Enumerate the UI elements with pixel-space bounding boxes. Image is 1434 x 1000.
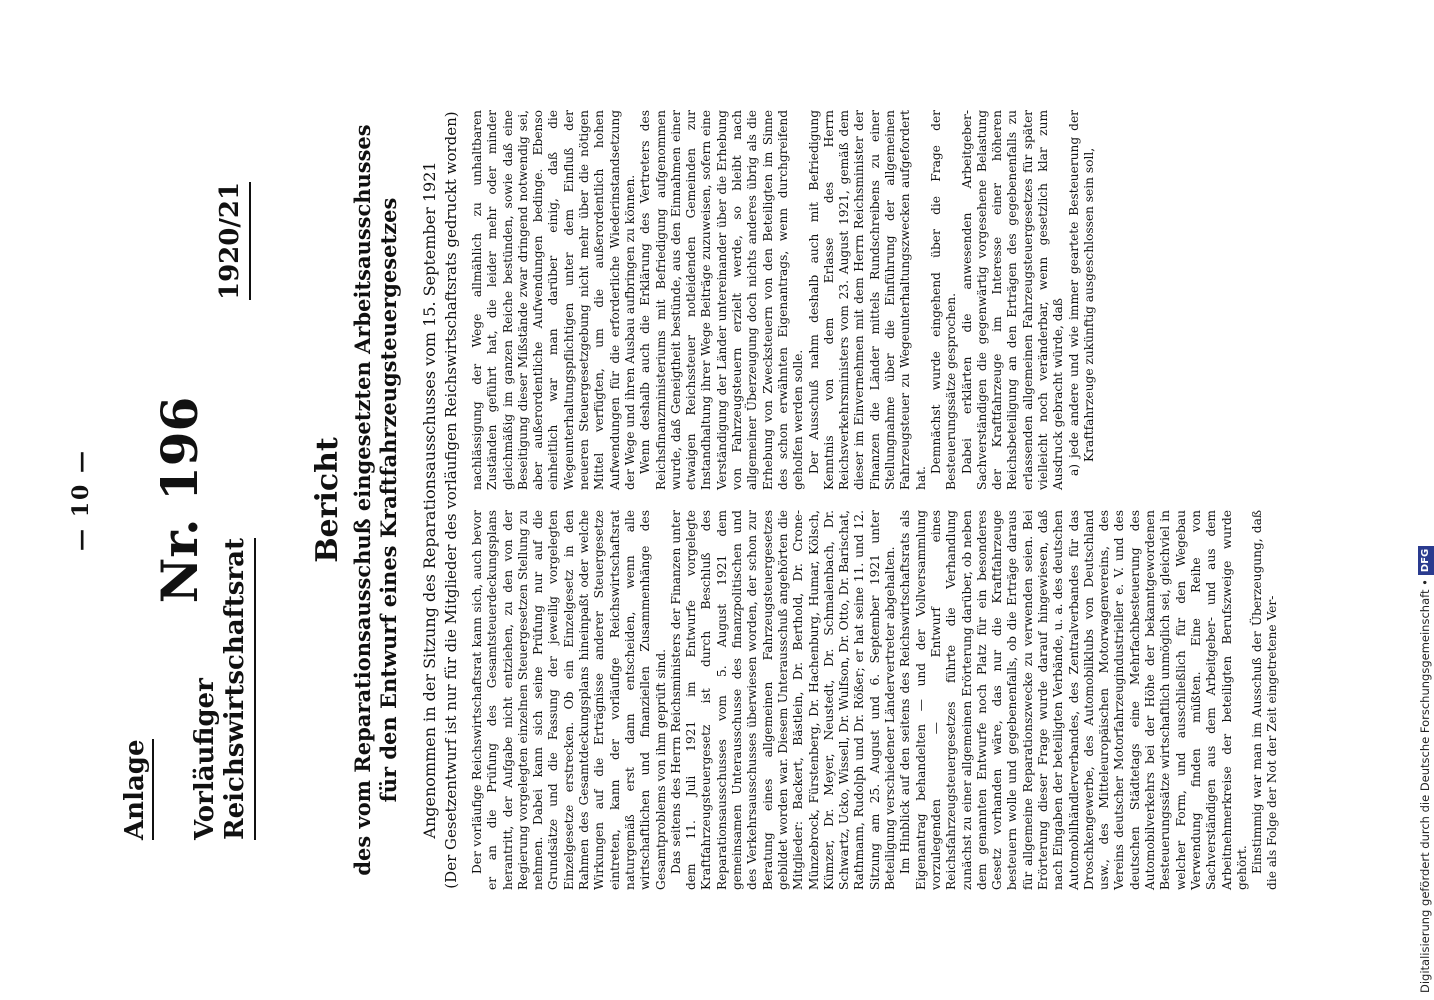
paragraph: Das seitens des Herrn Reichsministers der Finanzen unter dem 11. Juli 1921 im Entwurfe vorgelegte Kraftfahrzeugsteuergesetz ist durch Beschluß des Reparationsausschusses vom 5. August 1921 dem gemeinsamen Unterausschusse des finanzpolitischen und des Verkehrsausschusses überwiesen worden, der schon zur Beratung eines allgemeinen Fahrzeugsteuergesetzes gebildet worden war. Diesem Unterausschuß angehörten die Mitglieder: Backert, Bästlein, Dr. Berthold, Dr. Crone-Münzebrock, Fürstenberg, Dr. Hachenburg, Humar, Kölsch, Kümzer, Dr. Meyer, Neustedt, Dr. Schmalenbach, Dr. Schwartz, Ucko, Wissell, Dr. Wulfson, Dr. Otto, Dr. Barischat, Rathmann, Rudolph und Dr. Rößer; er hat seine 11. und 12. Sitzung am 25. August und 6. September 1921 unter Beteiligung verschiedener Ländervertreter abgehalten. (668, 510, 898, 890)
council-line-1: Vorläufiger (190, 678, 220, 840)
paragraph: nachlässigung der Wege allmählich zu unhaltbaren Zuständen geführt hat, die leider mehr oder minder gleichmäßig im ganzen Reiche bestünden, sowie daß eine Beseitigung dieser Mißstände zwar dringend notwendig sei, aber außerordentliche Aufwendungen bedinge. Ebenso einheitlich war man darüber einig, daß die Wegeunterhaltungspflichtigen unter dem Einfluß der neueren Steuergesetzgebung nicht mehr über die nötigen Mittel verfügten, um die außerordentlich hohen Aufwendungen für die erforderliche Wiederinstandsetzung der Wege und ihren Ausbau aufbringen zu können. (470, 110, 637, 490)
paragraph: Der Ausschuß nahm deshalb auch mit Befriedigung Kenntnis von dem Erlasse des Herrn Reichsverkehrsministers vom 23. August 1921, gemäß dem dieser im Einvernehmen mit dem Herrn Reichsminister der Finanzen die Länder mittels Rundschreibens zu einer Stellungnahme über die Einführung der allgemeinen Fahrzeugsteuer zu Wegeunterhaltungszwecken aufgefordert hat. (806, 110, 928, 490)
paragraph: Der vorläufige Reichswirtschaftsrat kann sich, auch bevor er an die Prüfung des Gesamtsteuerdeckungsplans herantritt, der Aufgabe nicht entziehen, zu den von der Regierung vorgelegten einzelnen Steuergesetzen Stellung zu nehmen. Dabei kann sich seine Prüfung nur auf die Grundsätze und die Fassung der jeweilig vorgelegten Einzelgesetze erstrecken. Ob ein Einzelgesetz in den Rahmen des Gesamtdeckungsplans hineinpaßt oder welche Wirkungen auf die Erträgnisse anderer Steuergesetze eintreten, kann der vorläufige Reichswirtschaftsrat naturgemäß erst dann entscheiden, wenn alle wirtschaftlichen und finanziellen Zusammenhänge des Gesamtproblems von ihm geprüft sind. (470, 510, 668, 890)
list-item: a) jede andere und wie immer geartete Besteuerung der Kraftfahrzeuge zukünftig ausgeschlossen sein soll, (1066, 110, 1096, 476)
council-line-2: Reichswirtschaftsrat (220, 538, 250, 840)
scanned-page (0, 20, 1400, 980)
paragraph: Im Hinblick auf den seitens des Reichswirtschaftsrats als Eigenantrag behandelten — und der Vollversammlung vorzulegenden — Entwurf eines Reichsfahrzeugsteuergesetzes führte die Verhandlung zunächst zu einer allgemeinen Erörterung darüber, ob neben dem genannten Entwurfe noch Platz für ein besonderes Gesetz vorhanden wäre, das nur die Kraftfahrzeuge besteuern wolle und gegebenenfalls, ob die Erträge daraus für allgemeine Reparationszwecke zu verwenden seien. Bei Erörterung dieser Frage wurde darauf hingewiesen, daß nach Eingaben der beteiligten Verbände, u. a. des deutschen Automobilhändlerverbandes, des Zentralverbandes für das Droschkengewerbe, des Automobilklubs von Deutschland usw., des Mitteleuropäischen Motorwagenvereins, des Vereins deutscher Motorfahrzeugindustrieller e. V. und des deutschen Städtetags eine Mehrfachbesteuerung des Automobilverkehrs bei der Höhe der bekanntgewordenen Besteuerungssätze wirtschaftlich unmöglich sei, gleichviel in welcher Form, und ausschließlich für den Wegebau Verwendung finden müßten. Eine Reihe von Sachverständigen aus dem Arbeitgeber- und aus dem Arbeitnehmerkreise der beteiligten Berufszweige wurde gehört. (898, 510, 1249, 890)
page-number: — 10 — (68, 449, 94, 551)
text-column-left (470, 510, 1281, 890)
adoption-note: Angenommen in der Sitzung des Reparationsausschusses vom 15. September 1921 (420, 161, 439, 839)
session-year: 1920/21 (215, 182, 251, 300)
dfg-logo: DFG (1418, 546, 1434, 575)
funding-sidebar (1414, 8, 1434, 993)
anlage-label: Anlage (120, 739, 154, 840)
report-heading: Bericht (310, 437, 345, 563)
paragraph: Einstimmig war man im Ausschuß der Überzeugung, daß die als Folge der Not der Zeit eingetretene Ver- (1250, 510, 1280, 890)
paragraph: Wenn deshalb auch die Erklärung des Vertreters des Reichsfinanzministeriums mit Befriedigung aufgenommen wurde, daß Geneigtheit bestünde, aus den Einnahmen einer etwaigen Reichssteuer notleidenden Gemeinden zur Instandhaltung ihrer Wege Beiträge zuzuweisen, sofern eine Verständigung der Länder untereinander über die Erhebung von Fahrzeugsteuern erzielt werde, so bleibt nach allgemeiner Überzeugung doch nichts anderes übrig als die Erhebung von Zwecksteuern von den Beteiligten im Sinne des schon erwähnten Eigenantrags, wenn durchgreifend geholfen werden solle. (638, 110, 806, 490)
paragraph: Demnächst wurde eingehend über die Frage der Besteuerungssätze gesprochen. (928, 110, 959, 490)
council-name (190, 538, 256, 840)
report-title: des vom Reparationsausschuß eingesetzten Arbeitsausschusses für den Entwurf eines Kraftfahrzeugsteuergesetzes (350, 124, 401, 876)
text-column-right (470, 110, 1097, 490)
funding-text: Digitalisierung gefördert durch die Deutsche Forschungsgemeinschaft • (1418, 579, 1432, 993)
funding-note (1414, 8, 1434, 993)
print-note: (Der Gesetzentwurf ist nur für die Mitglieder des vorläufigen Reichswirtschaftsrats gedruckt worden) (442, 111, 460, 889)
issue-number: Nr. 196 (150, 396, 209, 604)
paragraph: Dabei erklärten die anwesenden Arbeitgeber-Sachverständigen die gegenwärtig vorgesehene Belastung der Kraftfahrzeuge im Interesse einer höheren Reichsbeteiligung an den Erträgen des gegebenenfalls zu erlassenden allgemeinen Fahrzeugsteuergesetzes für später vielleicht noch veränderbar, wenn gesetzlich klar zum Ausdruck gebracht würde, daß (959, 110, 1066, 490)
